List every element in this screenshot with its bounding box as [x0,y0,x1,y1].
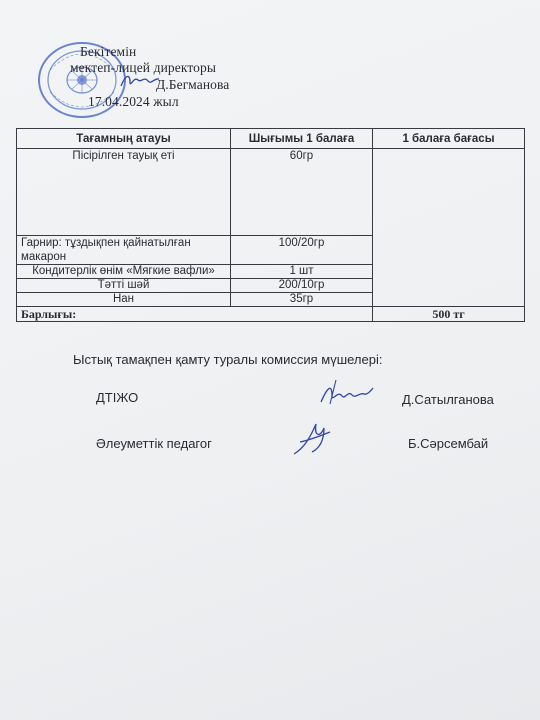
member-name: Б.Сәрсембай [408,436,489,451]
approval-position: мектеп-лицей директоры [70,60,217,75]
director-signature-icon [118,70,162,92]
dish-name: Кондитерлік өнім «Мягкие вафли» [17,265,231,279]
total-price: 500 тг [373,307,525,322]
menu-table [16,128,525,322]
dish-portion: 35гр [231,293,373,307]
total-label: Барлығы: [17,307,373,322]
member-role: ДТІЖО [96,390,139,405]
approval-block [0,0,540,120]
approval-date: 17.04.2024 жыл [88,94,179,109]
commission-title: Ыстық тамақпен қамту туралы комиссия мүшелері: [73,352,383,367]
header-dish-name: Тағамның атауы [17,129,231,149]
approval-heading: Бекітемін [80,44,137,59]
header-portion: Шығымы 1 балаға [231,129,373,149]
director-name: Д.Бегманова [156,77,230,92]
member-signature-icon [290,418,334,458]
member-role: Әлеуметтік педагог [96,436,212,451]
header-price: 1 балаға бағасы [373,129,525,149]
dish-portion: 200/10гр [231,279,373,293]
dish-name: Гарнир: тұздықпен қайнатылған макарон [17,236,231,265]
price-cell-empty [373,149,525,307]
dish-portion: 100/20гр [231,236,373,265]
dish-name: Нан [17,293,231,307]
member-name: Д.Сатылганова [402,392,494,407]
dish-name: Тәтті шәй [17,279,231,293]
dish-name: Пісірілген тауық еті [17,149,231,236]
dish-portion: 60гр [231,149,373,236]
dish-portion: 1 шт [231,265,373,279]
member-signature-icon [318,378,374,408]
table-row [17,149,525,236]
total-row [17,307,525,322]
